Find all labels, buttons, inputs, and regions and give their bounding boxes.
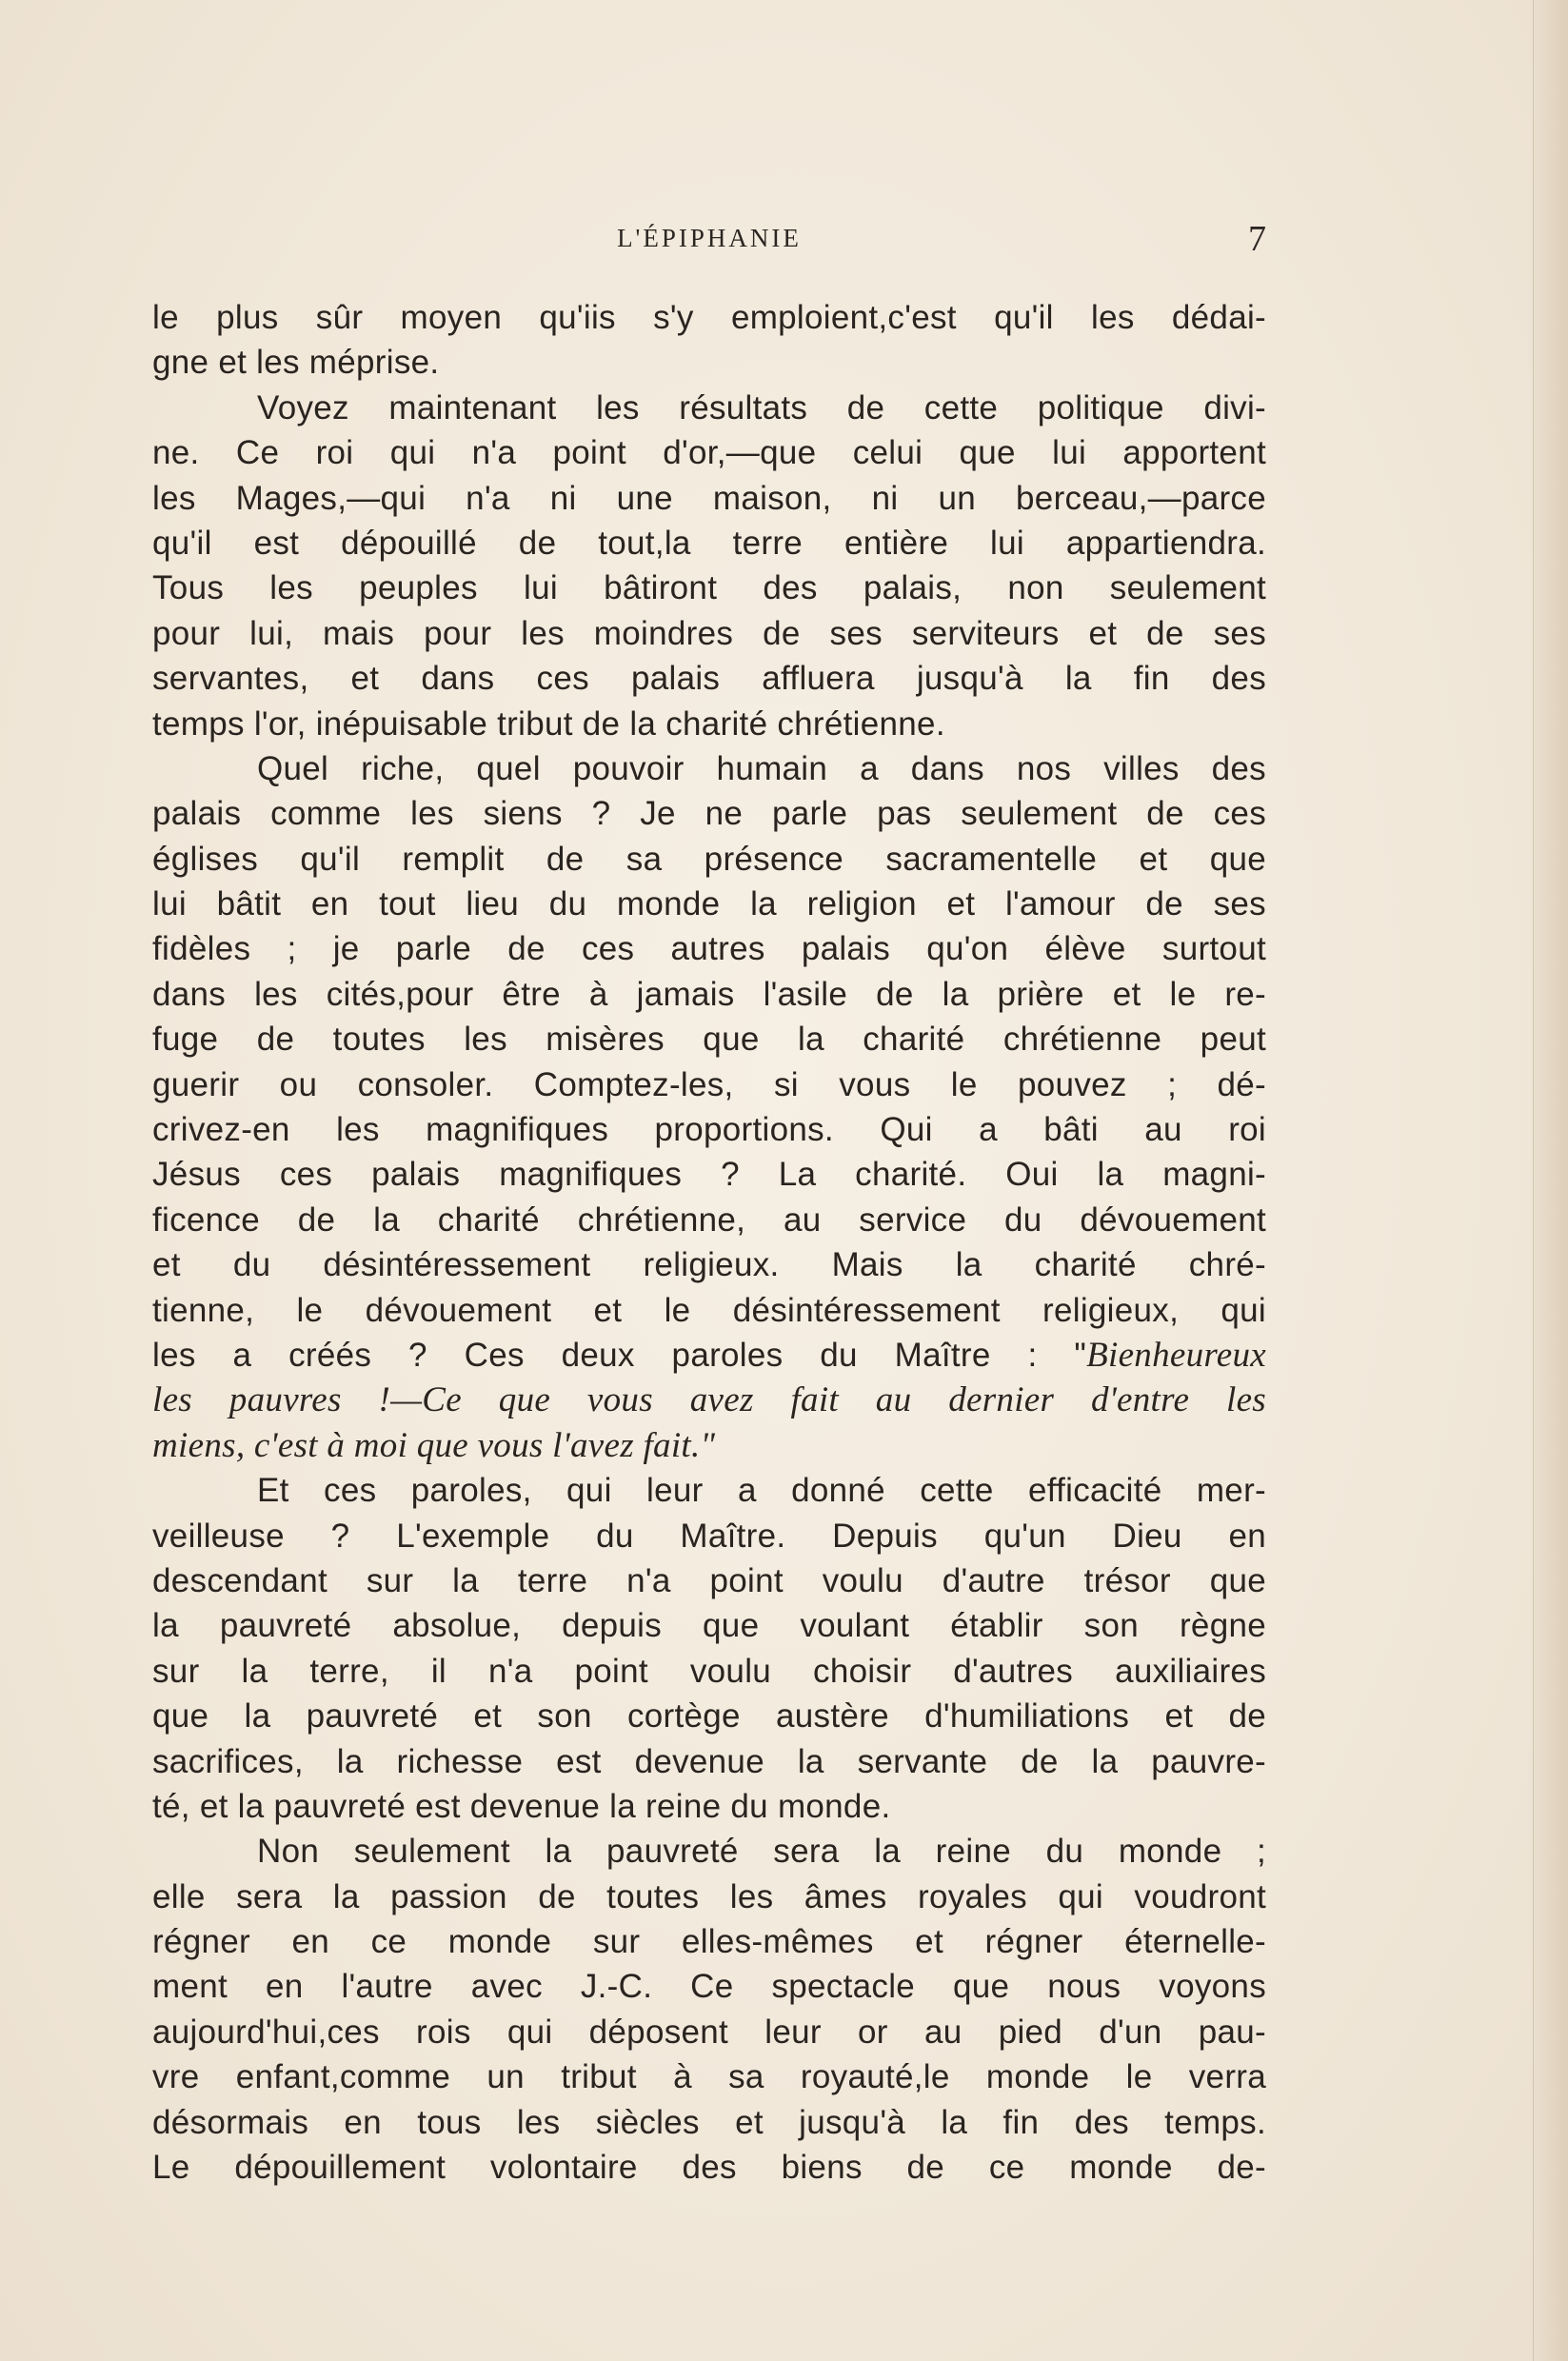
text-line: pour lui, mais pour les moindres de ses serviteurs et de ses: [152, 614, 1266, 652]
text-line: sur la terre, il n'a point voulu choisir d'autres auxiliaires: [152, 1652, 1266, 1690]
text-line: Non seulement la pauvreté sera la reine du monde ;: [257, 1833, 1266, 1871]
text-line: la pauvreté absolue, depuis que voulant établir son règne: [152, 1607, 1266, 1645]
page-header: [152, 219, 1266, 262]
text-line: descendant sur la terre n'a point voulu d'autre trésor que: [152, 1561, 1266, 1599]
italic-line: miens, c'est à moi que vous l'avez fait.": [152, 1425, 716, 1465]
page-number: 7: [1248, 219, 1266, 259]
text-line: vre enfant,comme un tribut à sa royauté,le monde le verra: [152, 2058, 1266, 2096]
text-line: crivez-en les magnifiques proportions. Qui a bâti au roi: [152, 1111, 1266, 1149]
text-line-with-italic: [152, 1333, 1266, 1378]
text-line: le plus sûr moyen qu'iis s'y emploient,c'est qu'il les dédai-: [152, 299, 1266, 336]
text-line: lui bâtit en tout lieu du monde la religion et l'amour de ses: [152, 885, 1266, 923]
text-line: fuge de toutes les misères que la charité chrétienne peut: [152, 1021, 1266, 1059]
text-line: Voyez maintenant les résultats de cette politique divi-: [257, 388, 1266, 427]
text-line: servantes, et dans ces palais affluera jusqu'à la fin des: [152, 660, 1266, 698]
text-line: les Mages,—qui n'a ni une maison, ni un berceau,—parce: [152, 479, 1266, 517]
text-fragment: les a créés ? Ces deux paroles du Maître : ": [152, 1336, 1087, 1374]
text-line: et du désintéressement religieux. Mais la charité chré-: [152, 1246, 1266, 1284]
text-line: églises qu'il remplit de sa présence sacramentelle et que: [152, 840, 1266, 878]
text-line: désormais en tous les siècles et jusqu'à la fin des temps.: [152, 2103, 1266, 2141]
text-line: Jésus ces palais magnifiques ? La charité. Oui la magni-: [152, 1156, 1266, 1194]
text-line: palais comme les siens ? Je ne parle pas seulement de ces: [152, 795, 1266, 833]
text-line: Le dépouillement volontaire des biens de ce monde de-: [152, 2149, 1266, 2187]
text-line: régner en ce monde sur elles-mêmes et régner éternelle-: [152, 1923, 1266, 1961]
text-line: elle sera la passion de toutes les âmes royales qui voudront: [152, 1877, 1266, 1915]
text-line: que la pauvreté et son cortège austère d'humiliations et de: [152, 1697, 1266, 1736]
text-line: fidèles ; je parle de ces autres palais qu'on élève surtout: [152, 930, 1266, 968]
text-line: guerir ou consoler. Comptez-les, si vous le pouvez ; dé-: [152, 1065, 1266, 1103]
body-text: [152, 295, 1266, 2190]
text-line: ne. Ce roi qui n'a point d'or,—que celui que lui apportent: [152, 434, 1266, 472]
text-line: tienne, le dévouement et le désintéressement religieux, qui: [152, 1291, 1266, 1329]
italic-fragment: Bienheureux: [1086, 1335, 1266, 1375]
text-line: ficence de la charité chrétienne, au service du dévouement: [152, 1200, 1266, 1239]
italic-line: les pauvres !—Ce que vous avez fait au dernier d'entre les: [152, 1380, 1266, 1420]
text-line: té, et la pauvreté est devenue la reine du monde.: [152, 1787, 891, 1825]
text-line: sacrifices, la richesse est devenue la servante de la pauvre-: [152, 1742, 1266, 1780]
text-line: temps l'or, inépuisable tribut de la charité chrétienne.: [152, 704, 945, 743]
page-edge: [1533, 0, 1568, 2361]
text-line: qu'il est dépouillé de tout,la terre entière lui appartiendra.: [152, 524, 1266, 562]
text-line: ment en l'autre avec J.-C. Ce spectacle que nous voyons: [152, 1968, 1266, 2006]
text-line: aujourd'hui,ces rois qui déposent leur or au pied d'un pau-: [152, 2013, 1266, 2051]
text-line: gne et les méprise.: [152, 344, 440, 382]
running-title: L'ÉPIPHANIE: [617, 224, 802, 252]
text-line: dans les cités,pour être à jamais l'asile de la prière et le re-: [152, 975, 1266, 1013]
text-line: veilleuse ? L'exemple du Maître. Depuis qu'un Dieu en: [152, 1517, 1266, 1555]
text-line: Quel riche, quel pouvoir humain a dans nos villes des: [257, 749, 1266, 787]
text-line: Et ces paroles, qui leur a donné cette efficacité mer-: [257, 1472, 1266, 1510]
text-line: Tous les peuples lui bâtiront des palais, non seulement: [152, 569, 1266, 607]
